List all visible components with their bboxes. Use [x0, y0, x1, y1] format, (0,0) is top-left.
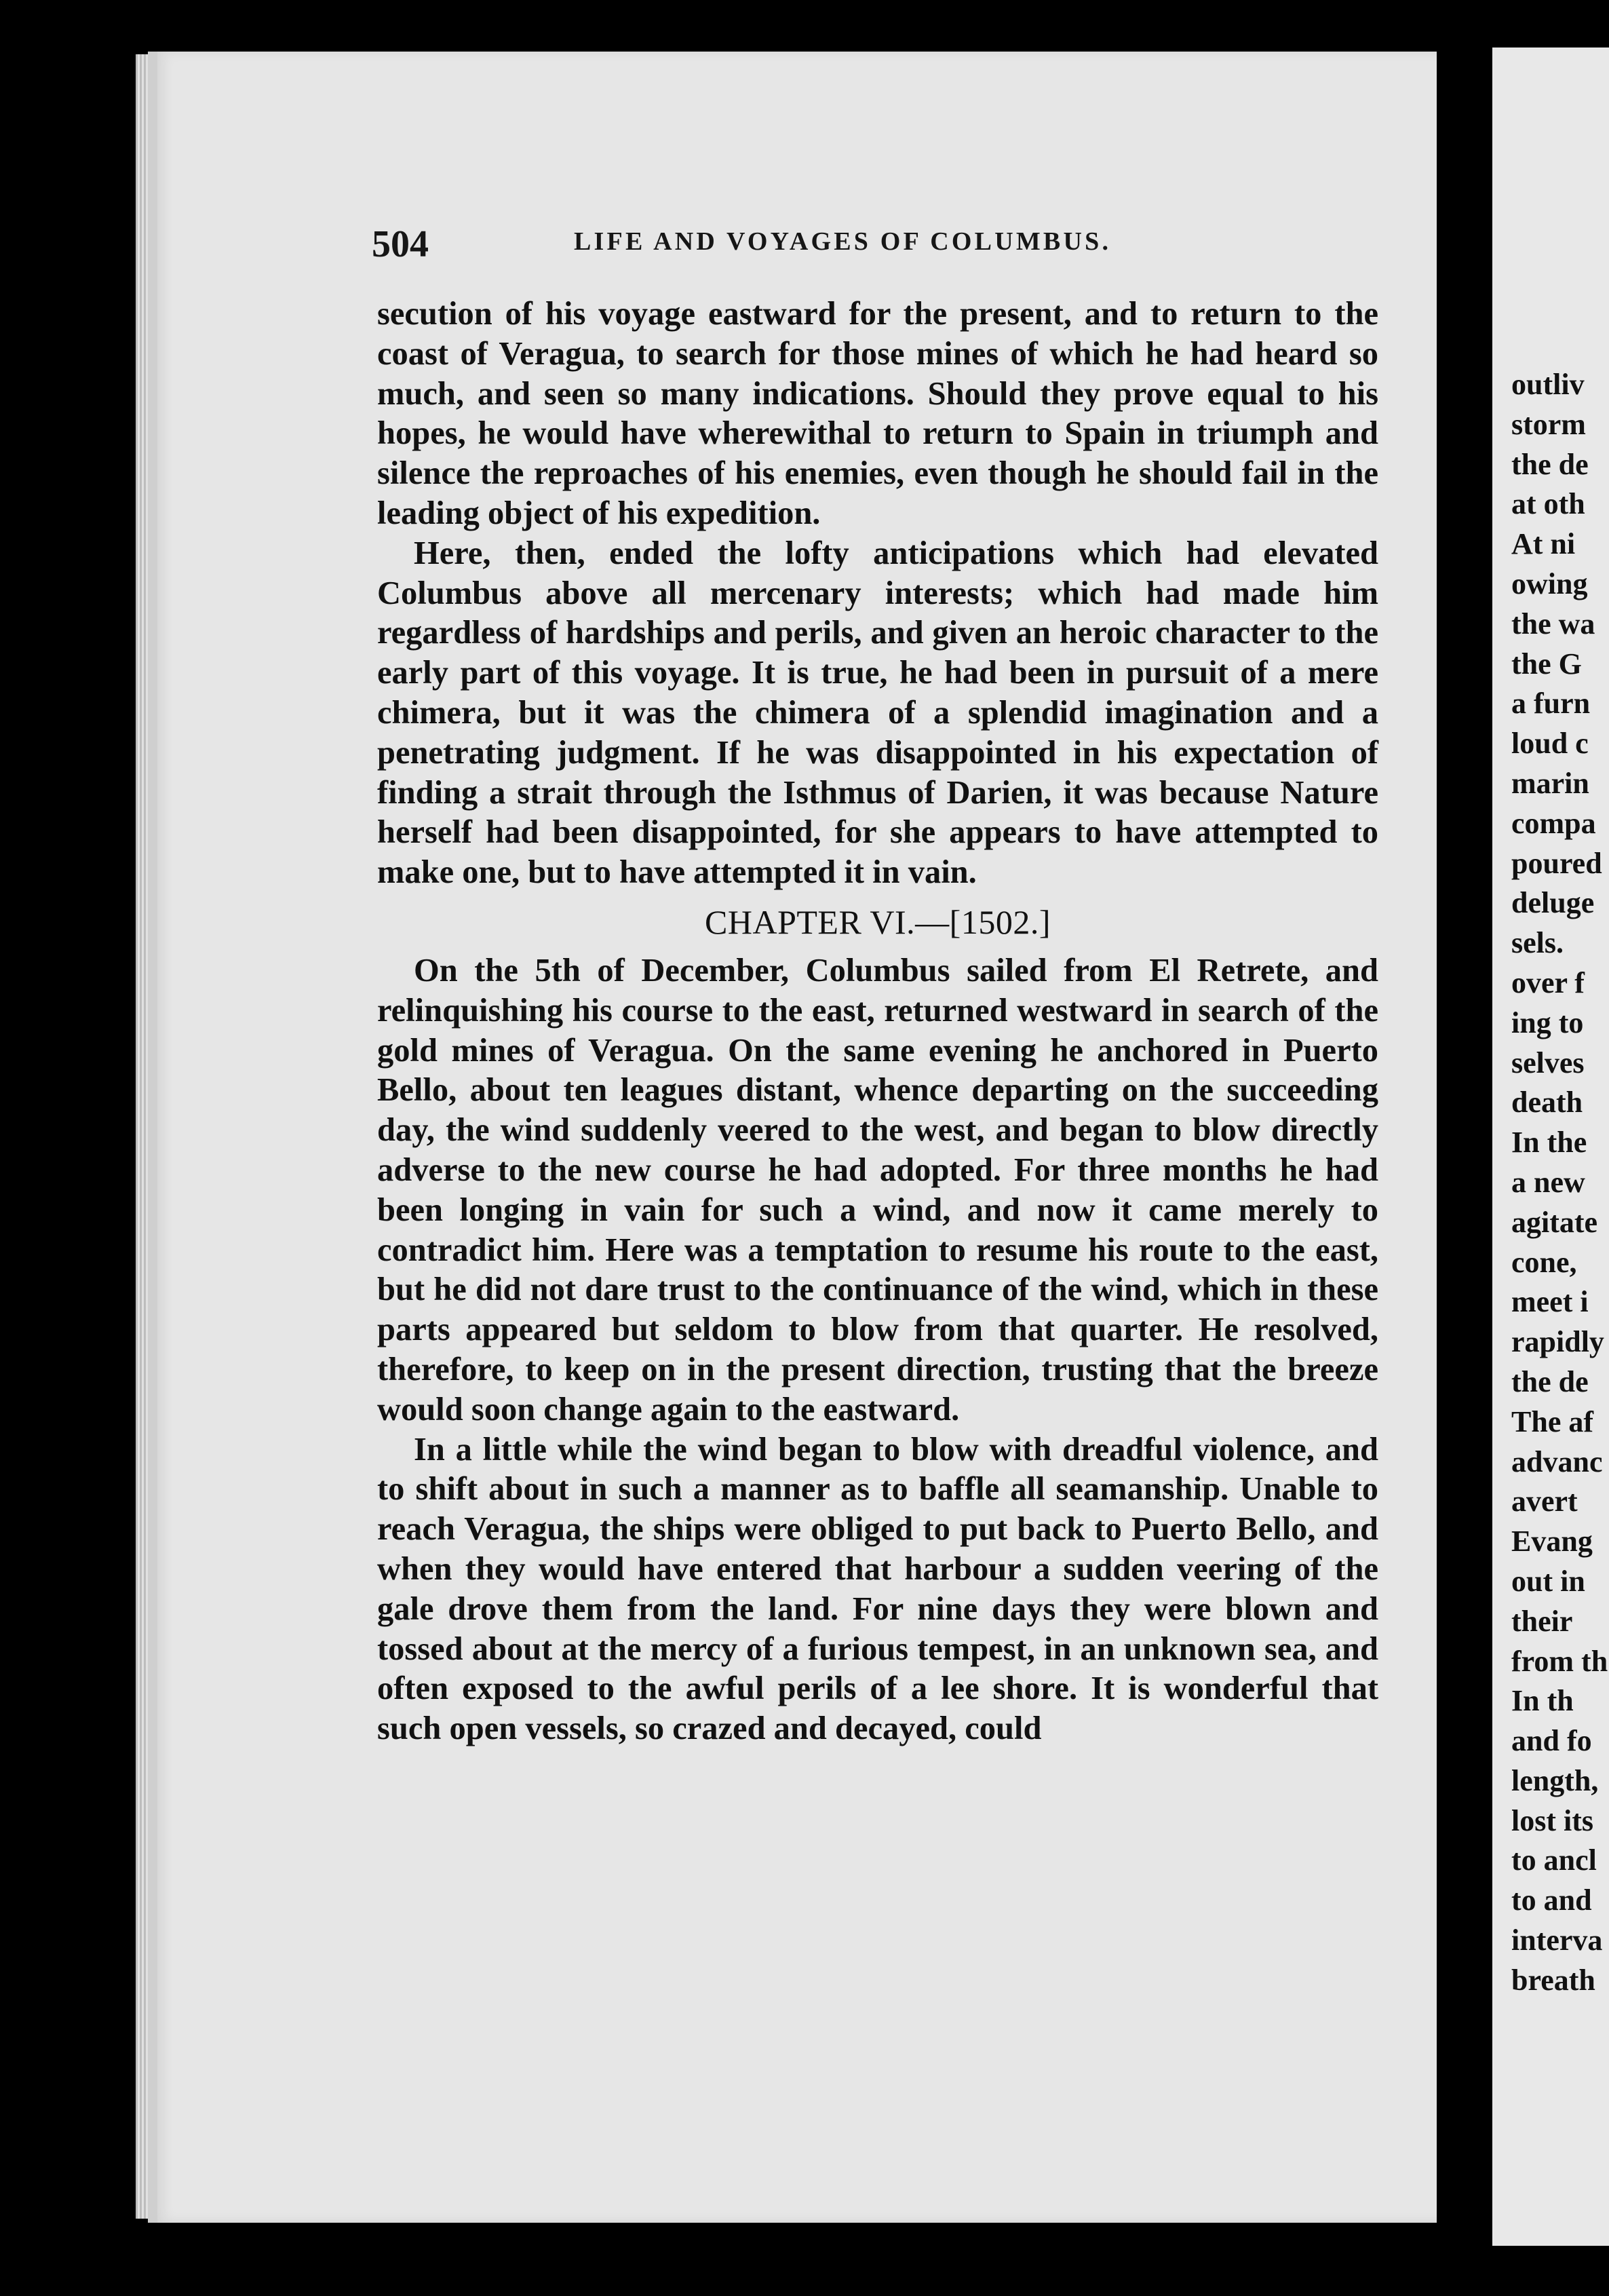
facing-line: the de: [1511, 1364, 1589, 1398]
facing-line: the G: [1511, 647, 1582, 681]
facing-line: to ancl: [1511, 1843, 1597, 1877]
facing-page: [1492, 47, 1609, 2246]
facing-line: rapidly: [1511, 1325, 1604, 1359]
page-number: 504: [372, 223, 429, 265]
facing-line: and fo: [1511, 1724, 1592, 1758]
facing-line: cone,: [1511, 1245, 1577, 1279]
facing-line: breath: [1511, 1963, 1595, 1997]
facing-line: In the: [1511, 1126, 1587, 1160]
facing-line: advanc: [1511, 1444, 1603, 1478]
facing-line: loud c: [1511, 727, 1589, 761]
facing-line: over f: [1511, 965, 1585, 999]
facing-line: compa: [1511, 806, 1596, 840]
paragraph: secution of his voyage eastward for the present, and to return to the coast of Veragua, to search for those mines of which he had heard so much, and seen so many indications. Should they prove equal to his hopes, he would have wherewithal to return to Spain in triumph and silence the reproaches of his enemies, even though he should fail in the leading object of his expedition.: [377, 296, 1378, 531]
facing-line: the de: [1511, 447, 1589, 481]
facing-line: lost its: [1511, 1803, 1593, 1837]
facing-line: At ni: [1511, 527, 1576, 561]
chapter-heading: CHAPTER VI.—[1502.]: [705, 902, 1051, 941]
facing-line: avert: [1511, 1485, 1578, 1518]
facing-page-text: [1511, 365, 1609, 2001]
facing-line: interva: [1511, 1924, 1603, 1957]
facing-line: the wa: [1511, 607, 1595, 640]
paragraph: In a little while the wind began to blow with dreadful violence, and to shift about in such a manner as to baffle all seamanship. Unable to reach Veragua, the ships were obliged to put back to Puerto Bello, and when they would have entered that harbour a sudden veering of the gale drove them from the land. For nine days they were blown and tossed about at the mercy of a furious tempest, in an unknown sea, and often exposed to the awful perils of a lee shore. It is wonderful that such open vessels, so crazed and decayed, could: [377, 1431, 1378, 1747]
facing-line: a furn: [1511, 687, 1591, 721]
page-body: [377, 294, 1378, 1749]
paragraph: On the 5th of December, Columbus sailed from El Retrete, and relinquishing his course to the east, returned westward in search of the gold mines of Veragua. On the same evening he anchored in Puerto Bello, about ten leagues distant, whence departing on the succeeding day, the wind suddenly veered to the west, and began to blow directly adverse to the new course he had adopted. For three months he had been longing in vain for such a wind, and now it came merely to contradict him. Here was a temptation to resume his route to the east, but he did not dare trust to the continuance of the wind, which in these parts appeared but seldom to blow from that quarter. He resolved, therefore, to keep on in the present direction, trusting that the breeze would soon change again to the eastward.: [377, 952, 1378, 1428]
facing-line: their: [1511, 1604, 1573, 1638]
facing-line: storm: [1511, 407, 1586, 441]
facing-line: selves: [1511, 1046, 1585, 1079]
facing-line: poured: [1511, 846, 1602, 880]
facing-line: a new: [1511, 1165, 1585, 1199]
facing-line: ing to: [1511, 1006, 1584, 1039]
facing-line: deluge: [1511, 886, 1595, 920]
facing-line: meet i: [1511, 1285, 1589, 1319]
facing-line: marin: [1511, 766, 1589, 800]
facing-line: to and: [1511, 1883, 1592, 1917]
facing-line: sels.: [1511, 926, 1564, 960]
facing-line: outliv: [1511, 368, 1585, 401]
facing-line: at oth: [1511, 487, 1585, 521]
paragraph: Here, then, ended the lofty anticipations which had elevated Columbus above all mercenary interests; which had made him regardless of hardships and perils, and given an heroic character to the early part of this voyage. It is true, he had been in pursuit of a mere chimera, but it was the chimera of a splendid imagination and a penetrating judgment. If he was disappointed in his expectation of finding a strait through the Isthmus of Darien, it was because Nature herself had been disappointed, for she appears to have attempted to make one, but to have attempted it in vain.: [377, 535, 1378, 891]
facing-line: death: [1511, 1086, 1583, 1120]
book-gutter: [1437, 41, 1492, 2253]
facing-line: out in: [1511, 1564, 1585, 1598]
facing-line: In th: [1511, 1684, 1574, 1718]
facing-line: agitate: [1511, 1205, 1598, 1239]
facing-line: The af: [1511, 1404, 1593, 1438]
facing-line: Evang: [1511, 1525, 1593, 1558]
running-title: LIFE AND VOYAGES OF COLUMBUS.: [574, 227, 1112, 256]
facing-line: length,: [1511, 1763, 1599, 1797]
facing-line: from th: [1511, 1644, 1608, 1678]
facing-line: owing: [1511, 567, 1588, 600]
